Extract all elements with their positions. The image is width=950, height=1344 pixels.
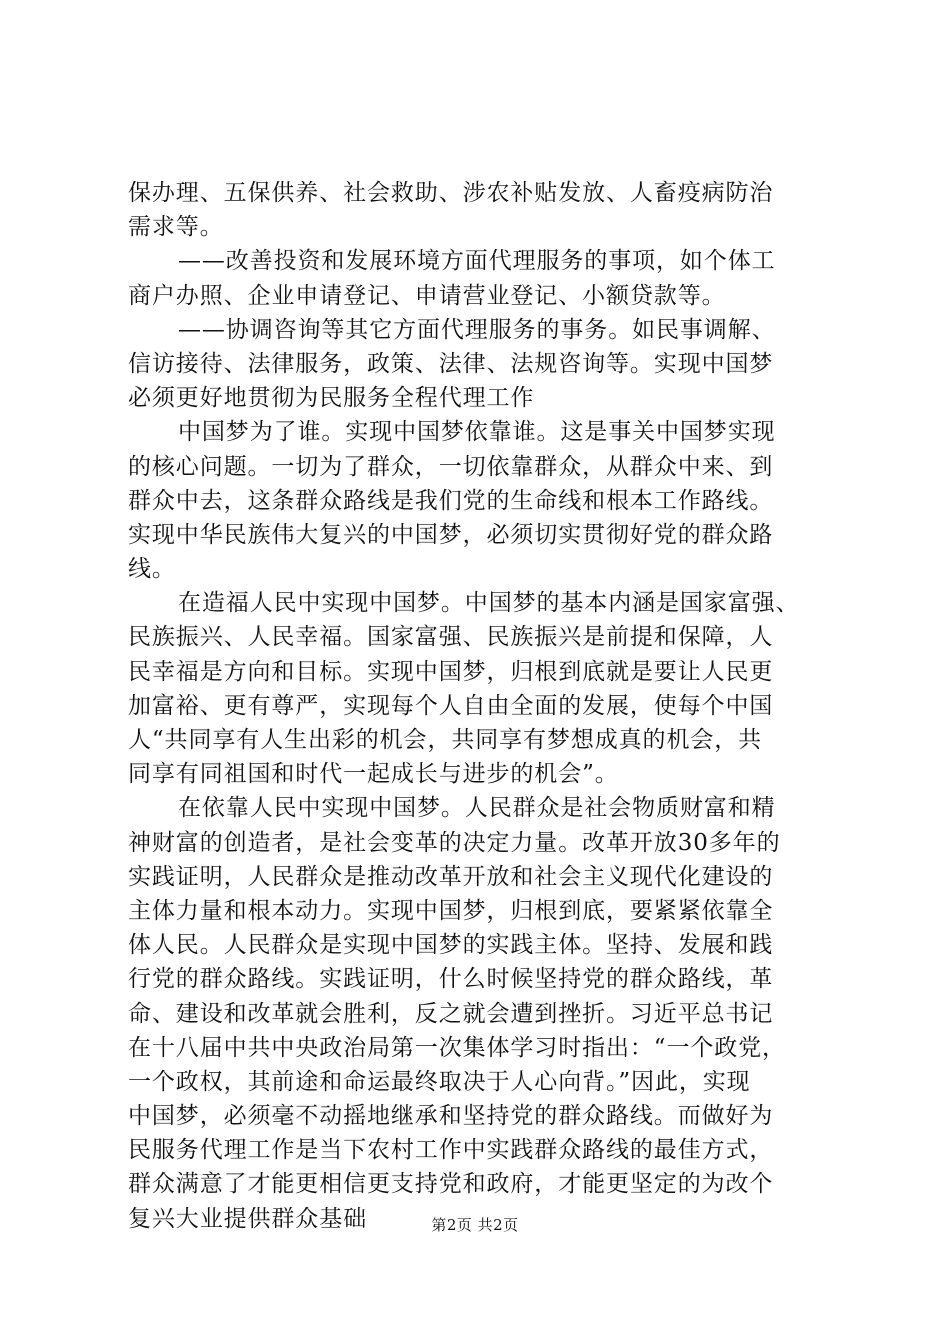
page-footer xyxy=(0,1214,950,1235)
page-number: 第2页 共2页 xyxy=(431,1216,519,1234)
text-line: 复兴大业提供群众基础 xyxy=(128,1205,367,1232)
text-line: 商户办照、企业申请登记、申请营业登记、小额贷款等。 xyxy=(128,282,726,309)
text-line: 在十八届中共中央政治局第一次集体学习时指出：“一个政党， xyxy=(128,1034,786,1061)
text-line: ——协调咨询等其它方面代理服务的事务。如民事调解、 xyxy=(178,316,776,343)
text-line: 主体力量和根本动力。实现中国梦，归根到底，要紧紧依靠全 xyxy=(128,897,774,924)
text-line: 加富裕、更有尊严，实现每个人自由全面的发展，使每个中国 xyxy=(128,692,774,719)
text-line: 线。 xyxy=(128,556,176,583)
text-line: ——改善投资和发展环境方面代理服务的事项，如个体工 xyxy=(178,248,776,275)
text-line: 保办理、五保供养、社会救助、涉农补贴发放、人畜疫病防治 xyxy=(128,180,774,206)
text-line: 信访接待、法律服务，政策、法律、法规咨询等。实现中国梦 xyxy=(128,350,774,377)
text-line: 中国梦为了谁。实现中国梦依靠谁。这是事关中国梦实现 xyxy=(178,419,776,446)
text-line: 的核心问题。一切为了群众，一切依靠群众，从群众中来、到 xyxy=(128,453,774,480)
text-line: 神财富的创造者，是社会变革的决定力量。改革开放30多年的 xyxy=(128,829,781,856)
text-line: 人“共同享有人生出彩的机会，共同享有梦想成真的机会，共 xyxy=(128,727,763,753)
text-line: 中国梦，必须毫不动摇地继承和坚持党的群众路线。而做好为 xyxy=(128,1103,774,1130)
text-line: 需求等。 xyxy=(128,214,224,241)
text-line: 民族振兴、人民幸福。国家富强、民族振兴是前提和保障，人 xyxy=(128,624,774,651)
text-line: 同享有同祖国和时代一起成长与进步的机会”。 xyxy=(128,761,619,788)
text-line: 行党的群众路线。实践证明，什么时候坚持党的群众路线，革 xyxy=(128,966,774,993)
text-line: 实践证明，人民群众是推动改革开放和社会主义现代化建设的 xyxy=(128,863,774,890)
text-line: 在依靠人民中实现中国梦。人民群众是社会物质财富和精 xyxy=(178,795,776,822)
text-line: 民幸福是方向和目标。实现中国梦，归根到底就是要让人民更 xyxy=(128,658,774,685)
text-line: 必须更好地贯彻为民服务全程代理工作 xyxy=(128,385,535,412)
text-line: 群众中去，这条群众路线是我们党的生命线和根本工作路线。 xyxy=(128,487,774,514)
text-line: 群众满意了才能更相信更支持党和政府，才能更坚定的为改个 xyxy=(128,1171,774,1198)
text-line: 民服务代理工作是当下农村工作中实践群众路线的最佳方式， xyxy=(128,1137,774,1164)
text-line: 命、建设和改革就会胜利，反之就会遭到挫折。习近平总书记 xyxy=(128,1000,774,1027)
document-body xyxy=(128,176,838,1236)
text-line: 实现中华民族伟大复兴的中国梦，必须切实贯彻好党的群众路 xyxy=(128,521,774,548)
text-line: 一个政权，其前途和命运最终取决于人心向背。”因此，实现 xyxy=(128,1068,751,1095)
text-line: 在造福人民中实现中国梦。中国梦的基本内涵是国家富强、 xyxy=(178,590,800,617)
text-line: 体人民。人民群众是实现中国梦的实践主体。坚持、发展和践 xyxy=(128,932,774,959)
